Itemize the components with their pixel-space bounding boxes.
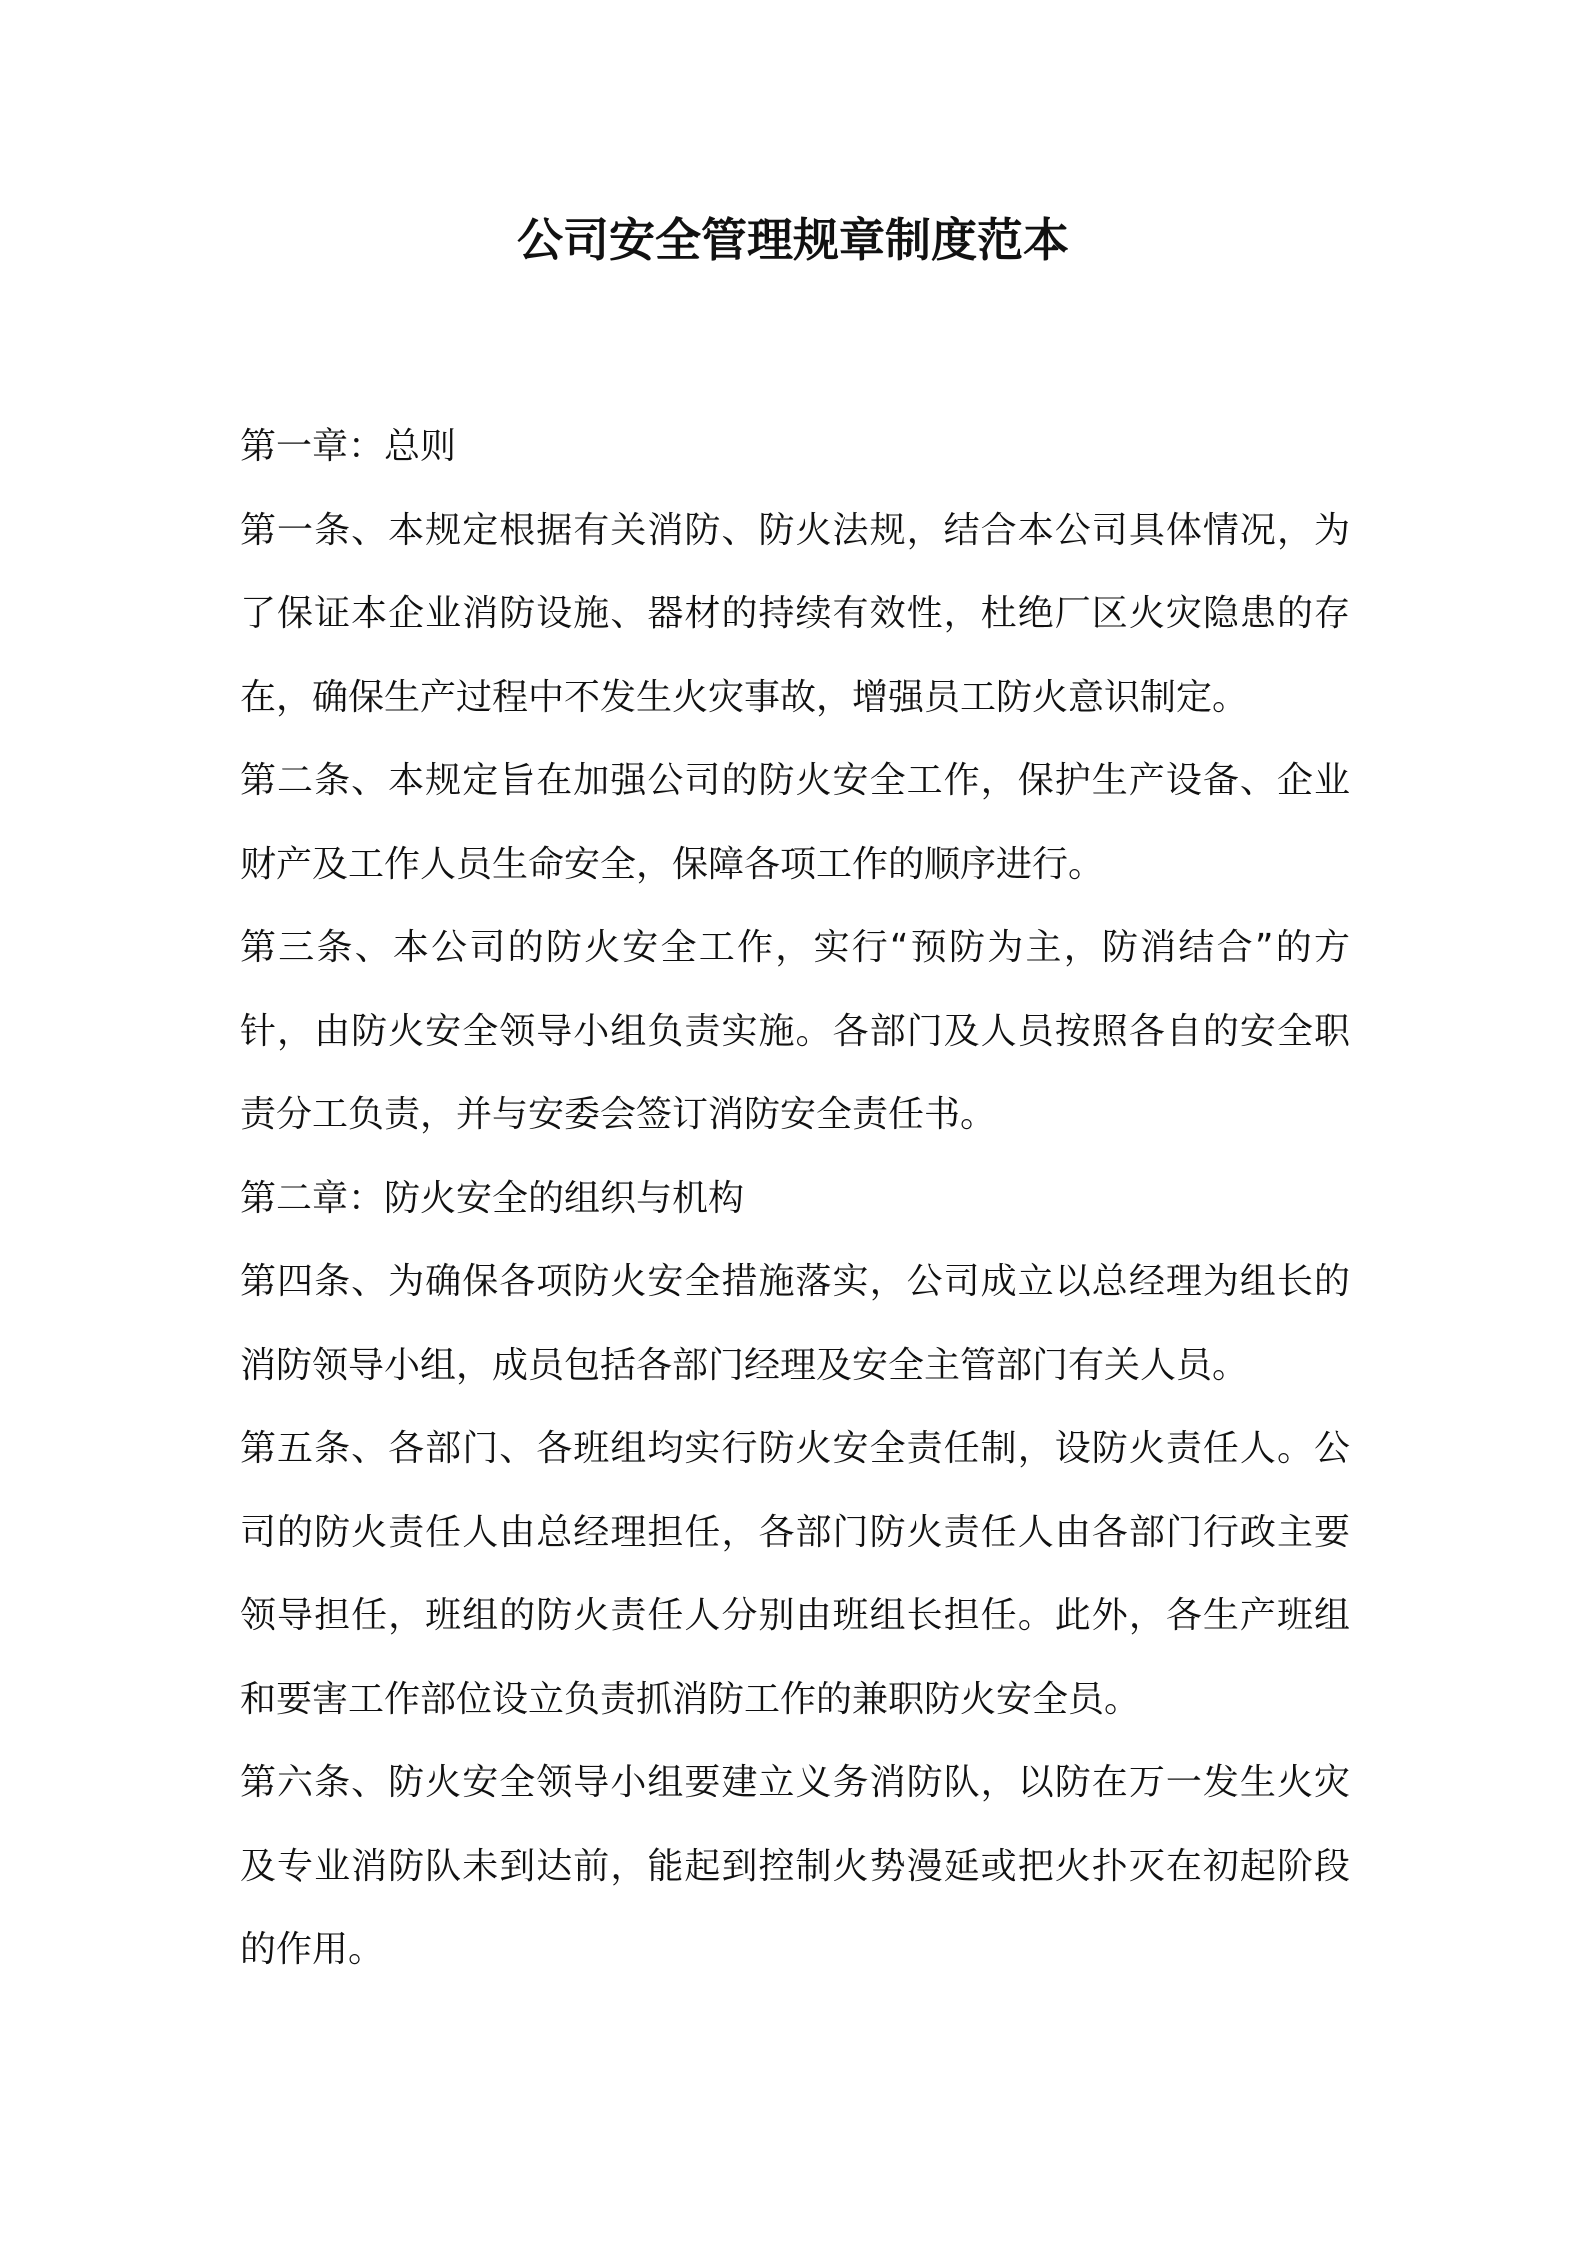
document-body xyxy=(240,405,1350,1992)
article-paragraph: 第一条、本规定根据有关消防、防火法规，结合本公司具体情况，为了保证本企业消防设施、器材的持续有效性，杜绝厂区火灾隐患的存在，确保生产过程中不发生火灾事故，增强员工防火意识制定。 xyxy=(240,509,1350,718)
article-paragraph: 第三条、本公司的防火安全工作，实行“预防为主，防消结合”的方针，由防火安全领导小组负责实施。各部门及人员按照各自的安全职责分工负责，并与安委会签订消防安全责任书。 xyxy=(240,927,1350,1135)
chapter-heading: 第一章：总则 xyxy=(240,426,457,467)
article-paragraph: 第五条、各部门、各班组均实行防火安全责任制，设防火责任人。公司的防火责任人由总经理担任，各部门防火责任人由各部门行政主要领导担任，班组的防火责任人分别由班组长担任。此外，各生产班组和要害工作部位设立负责抓消防工作的兼职防火安全员。 xyxy=(240,1428,1350,1720)
chapter-heading: 第二章：防火安全的组织与机构 xyxy=(240,1177,745,1219)
article-paragraph: 第二条、本规定旨在加强公司的防火安全工作，保护生产设备、企业财产及工作人员生命安全，保障各项工作的顺序进行。 xyxy=(240,760,1350,885)
document-title: 公司安全管理规章制度范本 xyxy=(517,213,1069,267)
article-paragraph: 第四条、为确保各项防火安全措施落实，公司成立以总经理为组长的消防领导小组，成员包括各部门经理及安全主管部门有关人员。 xyxy=(240,1261,1350,1386)
article-paragraph: 第六条、防火安全领导小组要建立义务消防队，以防在万一发生火灾及专业消防队未到达前，能起到控制火势漫延或把火扑灭在初起阶段的作用。 xyxy=(240,1762,1350,1970)
